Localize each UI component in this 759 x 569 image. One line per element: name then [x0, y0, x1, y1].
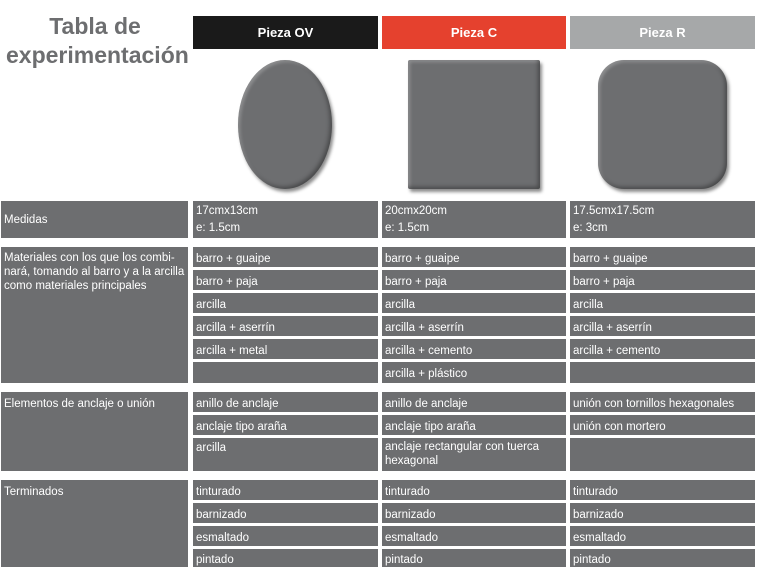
- row-label-materiales: Materiales con los que los combi-nará, tomando al barro y a la arcilla como materiales principales: [1, 247, 188, 383]
- anclaje-ov-2: anclaje tipo araña: [193, 415, 378, 435]
- material-r-1: barro + guaipe: [570, 247, 755, 267]
- page-title: Tabla de experimentación: [6, 13, 189, 68]
- terminado-ov-3: esmaltado: [193, 526, 378, 546]
- terminado-ov-1: tinturado: [193, 480, 378, 500]
- square-piece-image: [408, 60, 540, 189]
- terminado-c-1: tinturado: [382, 480, 566, 500]
- terminado-r-4: pintado: [570, 549, 755, 567]
- anclaje-c-1: anillo de anclaje: [382, 392, 566, 412]
- material-r-4: arcilla + aserrín: [570, 316, 755, 336]
- material-r-5: arcilla + cemento: [570, 339, 755, 359]
- material-c-6: arcilla + plástico: [382, 362, 566, 383]
- medidas-r-thickness: e: 3cm: [573, 222, 608, 234]
- row-label-terminados: Terminados: [1, 480, 188, 567]
- medidas-c-thickness: e: 1.5cm: [385, 222, 430, 234]
- medidas-ov-cell: [193, 201, 378, 238]
- anclaje-c-3: anclaje rectangular con tuerca hexagonal: [382, 438, 566, 471]
- rounded-square-piece-image: [598, 60, 727, 189]
- anclaje-c-2: anclaje tipo araña: [382, 415, 566, 435]
- terminado-r-2: barnizado: [570, 503, 755, 523]
- terminado-ov-2: barnizado: [193, 503, 378, 523]
- header-pieza-ov: Pieza OV: [193, 16, 378, 49]
- oval-piece-image: [238, 60, 332, 189]
- material-r-2: barro + paja: [570, 270, 755, 290]
- material-c-4: arcilla + aserrín: [382, 316, 566, 336]
- row-label-medidas: Medidas: [1, 201, 188, 238]
- anclaje-r-3: [570, 438, 755, 471]
- material-ov-5: arcilla + metal: [193, 339, 378, 359]
- anclaje-ov-1: anillo de anclaje: [193, 392, 378, 412]
- material-r-3: arcilla: [570, 293, 755, 313]
- terminado-r-3: esmaltado: [570, 526, 755, 546]
- terminado-ov-4: pintado: [193, 549, 378, 567]
- material-ov-3: arcilla: [193, 293, 378, 313]
- anclaje-ov-3: arcilla: [193, 438, 378, 471]
- terminado-c-4: pintado: [382, 549, 566, 567]
- medidas-r-cell: [570, 201, 755, 238]
- material-ov-6: [193, 362, 378, 383]
- material-c-5: arcilla + cemento: [382, 339, 566, 359]
- row-label-anclaje: Elementos de anclaje o unión: [1, 392, 188, 471]
- medidas-ov-thickness: e: 1.5cm: [196, 222, 241, 234]
- terminado-c-2: barnizado: [382, 503, 566, 523]
- material-ov-4: arcilla + aserrín: [193, 316, 378, 336]
- material-r-6: [570, 362, 755, 383]
- header-pieza-c: Pieza C: [382, 16, 566, 49]
- material-c-1: barro + guaipe: [382, 247, 566, 267]
- header-pieza-r: Pieza R: [570, 16, 755, 49]
- anclaje-r-1: unión con tornillos hexagonales: [570, 392, 755, 412]
- terminado-r-1: tinturado: [570, 480, 755, 500]
- medidas-c-size: 20cmx20cm: [385, 205, 447, 217]
- medidas-r-size: 17.5cmx17.5cm: [573, 205, 655, 217]
- anclaje-r-2: unión con mortero: [570, 415, 755, 435]
- medidas-ov-size: 17cmx13cm: [196, 205, 258, 217]
- material-ov-1: barro + guaipe: [193, 247, 378, 267]
- material-c-3: arcilla: [382, 293, 566, 313]
- material-ov-2: barro + paja: [193, 270, 378, 290]
- terminado-c-3: esmaltado: [382, 526, 566, 546]
- medidas-c-cell: [382, 201, 566, 238]
- material-c-2: barro + paja: [382, 270, 566, 290]
